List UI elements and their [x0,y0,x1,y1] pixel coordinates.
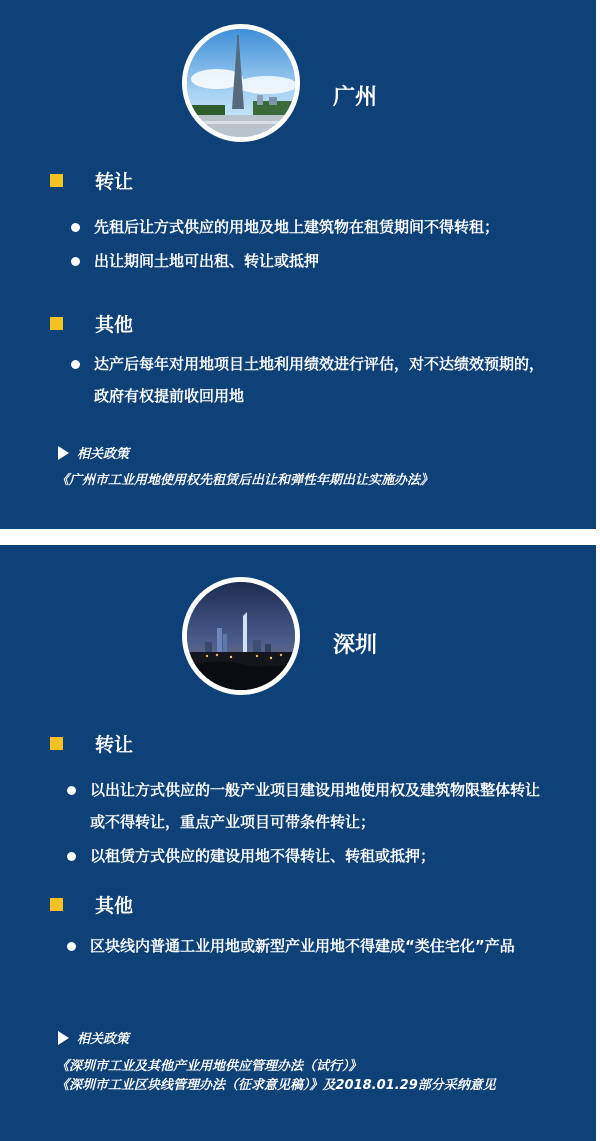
section-title: 其他 [95,895,134,917]
related-policy [58,1028,576,1095]
bullet-dot-icon [67,852,76,861]
section-heading [50,310,133,337]
guangzhou-panel [0,0,596,529]
bullet-dot-icon [67,786,76,795]
canton-tower-icon [187,29,295,137]
section-heading [50,891,133,918]
bullet-dot-icon [71,223,80,232]
bullet-dot-icon [67,942,76,951]
square-bullet-icon [50,174,63,187]
policy-label: 相关政策 [77,1032,130,1047]
list-item: 以租赁方式供应的建设用地不得转让、转租或抵押； [66,840,546,872]
shenzhen-night-skyline-photo [182,577,300,695]
bullet-list [70,211,556,279]
list-item: 达产后每年对用地项目土地利用绩效进行评估，对不达绩效预期的，政府有权提前收回用地 [70,348,546,412]
section-heading [50,730,133,757]
policy-document: 《广州市工业用地使用权先租赁后出让和弹性年期出让实施办法》 [56,473,434,488]
canton-tower-photo [182,24,300,142]
city-title: 广州 [333,85,378,110]
section-title: 其他 [95,314,134,336]
city-title: 深圳 [333,633,378,658]
square-bullet-icon [50,317,63,330]
list-item: 先租后让方式供应的用地及地上建筑物在租赁期间不得转租； [70,211,556,243]
policy-document: 《深圳市工业及其他产业用地供应管理办法（试行）》 [56,1059,362,1074]
section-title: 转让 [95,171,134,193]
bullet-list [70,348,546,414]
bullet-dot-icon [71,360,80,369]
policy-heading [58,1028,576,1047]
square-bullet-icon [50,898,63,911]
triangle-right-icon [58,1031,69,1045]
list-item: 出让期间土地可出租、转让或抵押 [70,245,556,277]
city-skyline-icon [187,582,295,690]
policy-heading [58,443,576,462]
bullet-list [66,930,546,964]
triangle-right-icon [58,446,69,460]
policy-label: 相关政策 [77,447,130,462]
bullet-dot-icon [71,257,80,266]
list-item: 以出让方式供应的一般产业项目建设用地使用权及建筑物限整体转让或不得转让，重点产业项目可带条件转让； [66,774,546,838]
square-bullet-icon [50,737,63,750]
bullet-list [66,774,546,874]
shenzhen-panel [0,545,596,1141]
policy-document: 《深圳市工业区块线管理办法（征求意见稿）》及2018.01.29部分采纳意见 [56,1078,496,1093]
section-heading [50,167,133,194]
list-item: 区块线内普通工业用地或新型产业用地不得建成“类住宅化”产品 [66,930,546,962]
section-title: 转让 [95,734,134,756]
related-policy [58,443,576,490]
